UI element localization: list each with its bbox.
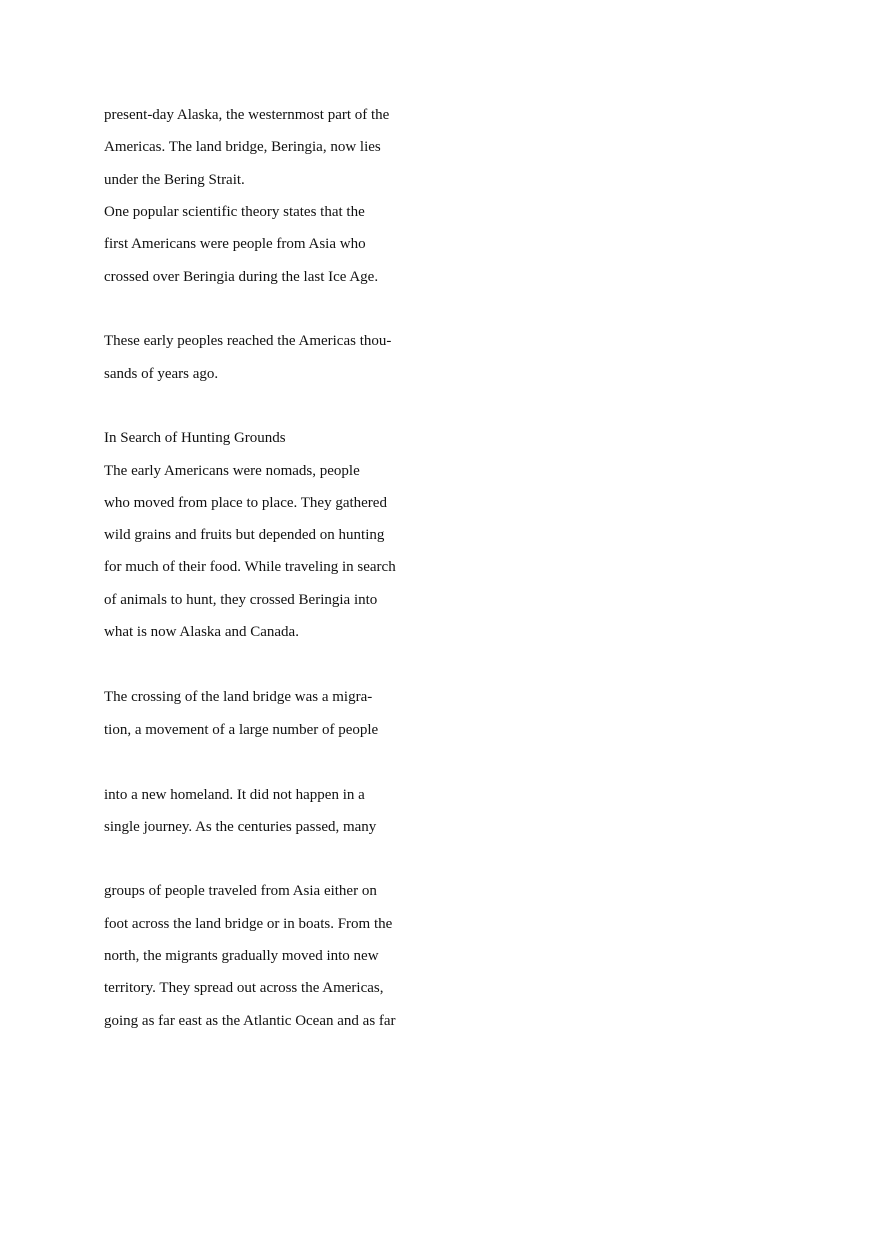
- text-line: tion, a movement of a large number of people: [104, 722, 379, 738]
- text-line: foot across the land bridge or in boats. From the: [104, 916, 393, 932]
- text-line: first Americans were people from Asia who: [104, 236, 366, 252]
- text-line: sands of years ago.: [104, 366, 219, 382]
- text-line: The crossing of the land bridge was a migra-: [104, 689, 373, 705]
- text-line: into a new homeland. It did not happen in a: [104, 787, 365, 803]
- text-line: Americas. The land bridge, Beringia, now lies: [104, 139, 381, 155]
- text-line: groups of people traveled from Asia either on: [104, 883, 377, 899]
- section-heading: In Search of Hunting Grounds: [104, 430, 286, 446]
- text-line: what is now Alaska and Canada.: [104, 624, 299, 640]
- text-line: The early Americans were nomads, people: [104, 463, 360, 479]
- text-line: One popular scientific theory states that the: [104, 204, 365, 220]
- text-line: of animals to hunt, they crossed Beringia into: [104, 592, 378, 608]
- text-line: single journey. As the centuries passed, many: [104, 819, 377, 835]
- text-line: who moved from place to place. They gathered: [104, 495, 387, 511]
- text-line: wild grains and fruits but depended on hunting: [104, 527, 385, 543]
- text-line: crossed over Beringia during the last Ice Age.: [104, 269, 379, 285]
- text-line: present-day Alaska, the westernmost part of the: [104, 107, 390, 123]
- text-line: under the Bering Strait.: [104, 172, 245, 188]
- text-line: north, the migrants gradually moved into new: [104, 948, 379, 964]
- text-line: for much of their food. While traveling in search: [104, 559, 396, 575]
- text-line: These early peoples reached the Americas thou-: [104, 333, 392, 349]
- text-line: territory. They spread out across the Americas,: [104, 980, 384, 996]
- text-line: going as far east as the Atlantic Ocean and as far: [104, 1013, 396, 1029]
